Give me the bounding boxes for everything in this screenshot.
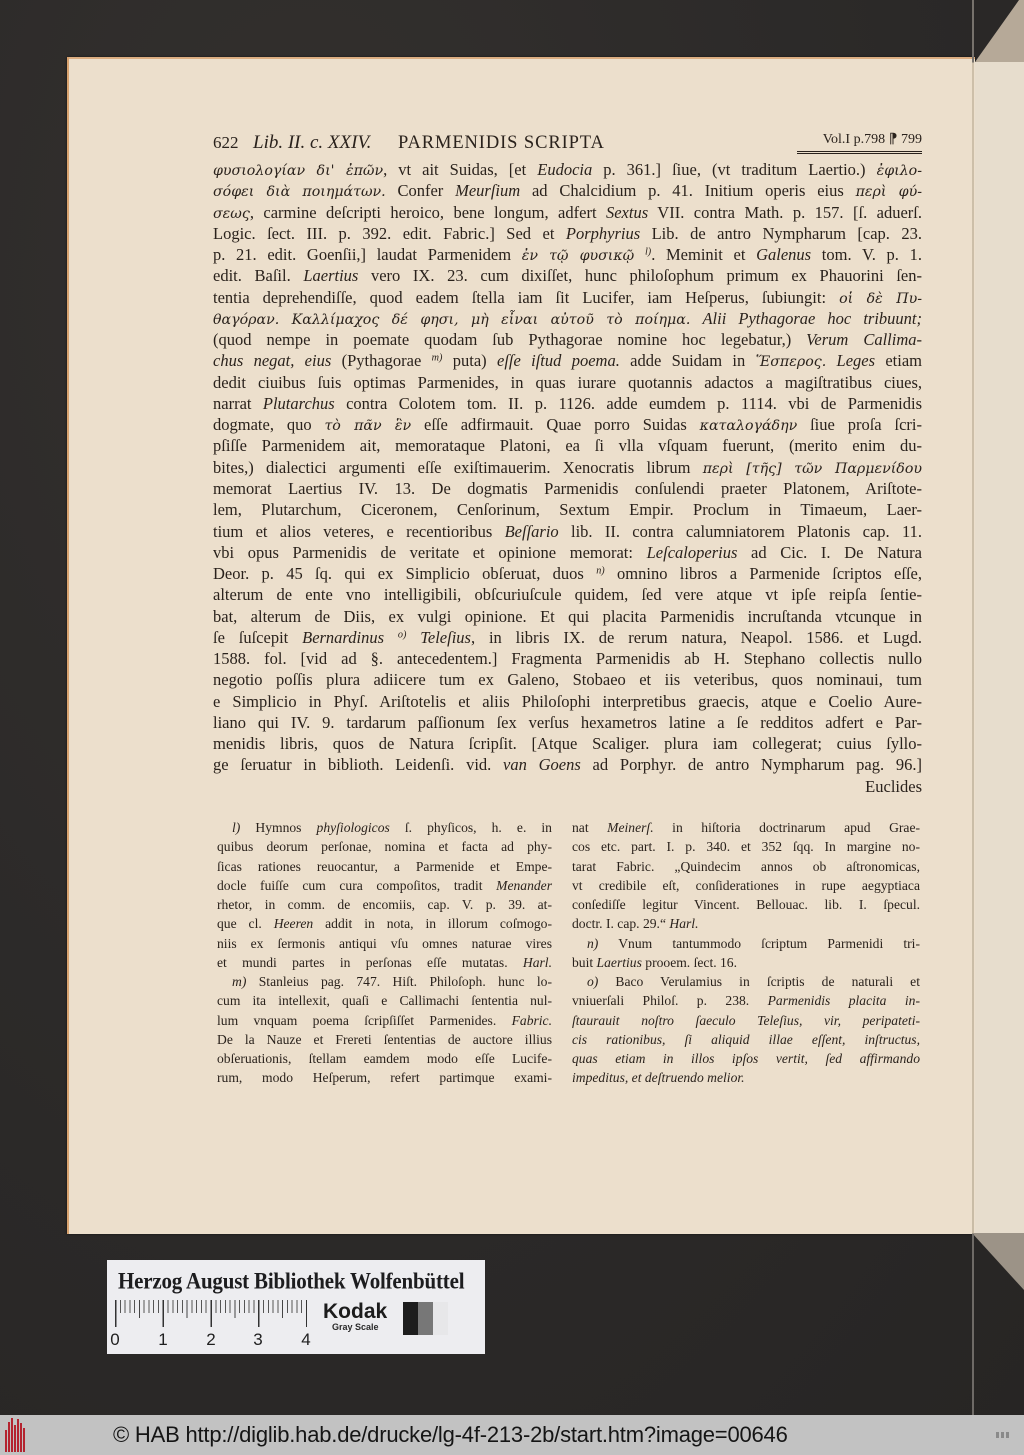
text-line (213, 457, 922, 478)
kodak-logo: Kodak (323, 1300, 388, 1323)
footnote-line (217, 1030, 552, 1049)
italic-text: Plutarchus (262, 393, 335, 413)
text-span: 1588. fol. [vid ad §. antecedentem.] Fragmenta Parmenidis ab H. Stephano collectis nullo (213, 649, 922, 669)
text-span: ad Porphyr. de antro Nympharum pag. 96.] (580, 755, 923, 775)
greek-text: καταλογάδην (699, 418, 798, 435)
text-line (213, 712, 922, 733)
footnote-line (572, 914, 920, 933)
italic-text: Meinerſ. (607, 820, 654, 835)
italic-text: Fabric. (511, 1012, 552, 1028)
text-span: nat (572, 820, 608, 835)
greek-text: ἐν τῷ φυσικῷ (521, 248, 635, 265)
text-span: ſicas rationes reuocantur, a Parmenide et Empe- (217, 858, 552, 874)
text-span: (quod nempe in poemate quodam ſub Pythagorae nomine hoc legebatur,) (213, 330, 807, 350)
viewer-marks-icon (996, 1432, 1012, 1438)
text-span: etiam (875, 351, 923, 371)
text-span: dogmate, quo (213, 415, 325, 435)
text-span: doctr. I. cap. 29.“ (572, 916, 670, 932)
text-line (213, 244, 922, 265)
text-span: cos etc. part. I. p. 340. et 352 ſqq. In margine no- (572, 839, 920, 855)
ruler-label: 0 (110, 1330, 120, 1349)
text-line (213, 350, 922, 371)
text-span (690, 309, 702, 328)
text-span: quibus deorum perſonae, nomina et facta ad phy- (217, 839, 552, 855)
text-span: tom. V. p. 1. (811, 245, 922, 265)
footnote-line (572, 1068, 920, 1087)
text-line (213, 414, 922, 435)
footnote-line (217, 876, 552, 895)
text-line (213, 563, 922, 584)
footnote-line (217, 1068, 552, 1087)
text-line (213, 606, 922, 627)
italic-text: Beſſario (504, 521, 559, 541)
text-span (826, 351, 836, 370)
text-span: VII. contra Math. p. 157. [ſ. aduerſ. (648, 202, 923, 222)
greek-text: σεως (213, 205, 250, 222)
text-span: vero IX. 23. cum dixiſſet, hunc philoſophum primum ex Phauorini ſen- (358, 266, 922, 286)
text-line (213, 159, 922, 180)
ruler-label: 2 (206, 1330, 216, 1349)
footnote-line (572, 972, 920, 991)
gray-swatch-mid (418, 1302, 433, 1335)
footer-bar (0, 1415, 1024, 1455)
text-span: p. 21. edit. Goenſii,] laudat Parmenidem (213, 245, 522, 265)
running-title: PARMENIDIS SCRIPTA (398, 133, 605, 153)
text-line (213, 372, 922, 393)
italic-text: quas etiam in illos ipſos vertit, ſed affirmando (572, 1051, 920, 1067)
gray-swatch-black (403, 1302, 418, 1335)
footnote-line (217, 953, 552, 972)
italic-text: Bernardinus (302, 627, 384, 647)
page-fold-line (972, 0, 974, 1415)
text-span: ſe ſuſcepit (213, 627, 303, 647)
text-span: que cl. (217, 916, 274, 932)
text-span: , in libris IX. de rerum natura, Neapol. 1586. et Lugd. (470, 627, 922, 647)
text-span: ge ſeruatur in biblioth. Leidenſi. vid. (213, 755, 504, 775)
running-section: Lib. II. c. XXIV. (253, 132, 372, 153)
text-span: Hymnos (240, 820, 317, 835)
text-line (213, 478, 922, 499)
greek-text: φυσιολογίαν δι' ἐπῶν (213, 163, 384, 179)
footnote-line (572, 876, 920, 895)
italic-text: Porphyrius (565, 223, 641, 243)
note-marker: m) (431, 352, 443, 364)
footnote-line (572, 953, 920, 972)
ruler-major-ticks (115, 1300, 307, 1327)
hab-logo-icon (5, 1418, 25, 1452)
text-span: Vnum tantummodo ſcriptum Parmenidi tri- (598, 935, 920, 951)
text-span: narrat (213, 393, 263, 413)
text-line (213, 265, 922, 286)
italic-text: Galenus (756, 245, 812, 265)
text-span: Logic. ſect. III. p. 392. edit. Fabric.] Sed et (213, 223, 566, 243)
text-span: ad Chalcidium p. 41. Initium operis eius (520, 181, 856, 201)
footnote-line (217, 837, 552, 856)
gray-scale-label: Gray Scale (332, 1322, 379, 1332)
text-span: vt credibile eſt, conſiderationes in rupe aegyptiaca (572, 877, 920, 893)
text-span: buit (572, 954, 597, 970)
italic-text: van Goens (503, 755, 581, 775)
footnote-line (572, 895, 920, 914)
text-span: rhetor, in comm. de encomiis, cap. V. p. 39. at- (217, 897, 552, 913)
text-line (213, 180, 922, 201)
greek-text: Ἕσπερος. (755, 354, 827, 371)
adjacent-page-strip (975, 62, 1024, 1234)
footnote-line (572, 1011, 920, 1030)
italic-text: phyſiologicos (316, 820, 390, 835)
gray-swatch-light (433, 1302, 448, 1335)
text-span: contra Colotem tom. II. p. 1126. adde eumdem p. 1114. vbi de Parmenidis (334, 393, 922, 413)
footnote-line (217, 972, 552, 991)
ruler-label: 4 (301, 1330, 311, 1349)
text-span: vniuerſali Philoſ. p. 238. (572, 993, 768, 1009)
italic-text: Harl. (669, 916, 699, 932)
text-line (213, 521, 922, 542)
footnote-line (217, 934, 552, 953)
text-span (406, 628, 420, 647)
italic-text: m) (232, 974, 247, 990)
text-span: addit in nota, in illorum coſmogo- (313, 916, 552, 932)
text-span: ſiue proſa ſcri- (797, 415, 922, 435)
text-span: obſeruationis, ſtellam eamdem modo eſſe Lucife- (217, 1051, 552, 1067)
italic-text: Sextus (605, 202, 649, 222)
italic-text: Harl. (522, 954, 552, 970)
italic-text: Teleſius (420, 627, 471, 647)
text-span (634, 245, 645, 264)
footnote-line (572, 857, 920, 876)
text-span: vbi opus Parmenidis de veritate et opinione memorat: (213, 542, 647, 562)
ruler-label: 3 (253, 1330, 263, 1349)
text-span: lem, Plutarchum, Ciceronem, Cenſorinum, Sextum Empir. Proclum in Timaeum, Laer- (213, 500, 922, 520)
note-marker: n) (596, 565, 605, 577)
text-line (213, 329, 922, 350)
text-line (213, 691, 922, 712)
text-span: dedit ciuibus ſuis optimas Parmenides, in quas iurare quotannis adactos a magiſtratibus ciues, (213, 372, 922, 392)
footnote-line (572, 991, 920, 1010)
italic-text: Parmenidis placita in- (767, 993, 920, 1009)
footnote-line (217, 895, 552, 914)
scale-card (107, 1260, 485, 1354)
footnote-line (217, 1011, 552, 1030)
footnotes-right-column (572, 818, 920, 1088)
text-span: menidis libris, quos de Natura ſcripſit. [Atque Scaliger. plura iam collegerat; cuius ſyllo- (213, 734, 922, 754)
text-span: conſediſſe legitur Vincent. Bellouac. lib. I. ſpecul. (572, 897, 920, 913)
text-span: p. 361.] ſiue, (vt traditum Laertio.) (592, 160, 877, 179)
text-line (213, 648, 922, 669)
italic-text: Leges (836, 351, 876, 371)
italic-text: Alii Pythagorae hoc tribuunt; (702, 308, 922, 328)
italic-text: impeditus, et deſtruendo melior. (572, 1070, 745, 1086)
text-span: niis ex ſermonis antiqui vſu omnes naturae vires (217, 935, 552, 951)
italic-text: Verum Callima- (806, 330, 922, 350)
text-span: puta) (442, 351, 497, 371)
text-span: Deor. p. 45 ſq. qui ex Simplicio obſeruat, duos (213, 564, 597, 584)
footnote-line (217, 1049, 552, 1068)
footnotes-left-column (217, 818, 552, 1088)
greek-text: θαγόραν. Καλλίμαχος δέ φησι, μὴ εἶναι αὐτοῦ τὸ ποίημα. (213, 311, 691, 328)
italic-text: l) (232, 820, 241, 835)
text-span: docle fuiſſe cum cura compoſitos, tradit (217, 877, 497, 893)
text-span: liano qui IV. 9. tardarum paſſionum ſex verſus hexametros latine a ſe redditos adfert e Par- (213, 712, 922, 732)
italic-text: chus negat, eius (213, 351, 332, 371)
text-span: Lib. de antro Nympharum [cap. 23. (640, 223, 922, 243)
text-line (213, 287, 922, 308)
footnote-line (572, 837, 920, 856)
text-span: Confer (385, 181, 456, 201)
text-span: bites,) dialectici argumenti eſſe exiſtimauerim. Xenocratis librum (213, 457, 703, 477)
italic-text: Laertius (596, 954, 642, 970)
note-marker: l) (644, 246, 652, 258)
text-line (213, 584, 922, 605)
italic-text: n) (587, 935, 599, 951)
institution-name: Herzog August Bibliothek Wolfenbüttel (118, 1267, 465, 1294)
text-span: , carmine deſcripti heroico, bene longum, adfert (249, 202, 606, 222)
text-span: (Pythagorae (331, 351, 432, 371)
text-span: Baco Verulamius in ſcriptis de naturali et (598, 974, 920, 990)
catchword: Euclides (865, 777, 922, 796)
italic-text: Eudocia (537, 160, 593, 179)
text-span: ad Cic. I. De Natura (737, 542, 922, 562)
text-span: in hiſtoria doctrinarum apud Grae- (653, 820, 921, 835)
text-span: edit. Baſil. (213, 266, 304, 286)
footnote-line (217, 818, 552, 837)
text-span: De la Nauze et Frereti ſententias de auctore illius (217, 1031, 552, 1047)
italic-text: Leſcaloperius (646, 542, 738, 562)
ruler-label: 1 (158, 1330, 168, 1349)
footnote-line (217, 914, 552, 933)
text-line (213, 754, 922, 775)
footnote-line (572, 1030, 920, 1049)
text-span: , vt ait Suidas, [et (383, 160, 538, 179)
italic-text: Menander (496, 877, 552, 893)
text-span: prooem. ſect. 16. (641, 954, 738, 970)
text-span: lib. II. contra calumniatorem Platonis cap. 11. (558, 521, 922, 541)
note-marker: o) (397, 629, 407, 641)
text-span: memorat Laertius IV. 13. De dogmatis Parmenidis conſulendi praeter Platonem, Ariſtote- (213, 478, 922, 498)
text-span: cum ita intellexit, quaſi e Callimachi ſententia nul- (217, 993, 552, 1009)
italic-text: eſſe iſtud poema. (497, 351, 620, 371)
text-span: eſſe adfirmauit. Quae porro Suidas (411, 415, 700, 435)
text-span: alterum de ente vno intelligibili, obſcuriuſcule quidem, ſed vere atque vt ipſe reipſa ſentie- (213, 585, 922, 605)
italic-text: cis rationibus, ſi aliquid illae eſſent, inſtructus, (572, 1031, 920, 1047)
greek-text: περὶ [τῆς] τῶν Παρμενίδου (702, 460, 922, 477)
main-text-block (213, 159, 922, 776)
text-line (213, 669, 922, 690)
ruler (115, 1300, 307, 1328)
text-span: e Simplicio in Phyſ. Ariſtotelis et aliis Philoſophi interpretibus graecis, atque e Coelio Aure- (213, 691, 922, 711)
text-span: Stanleius pag. 747. Hiſt. Philoſoph. hunc lo- (246, 974, 552, 990)
page-number: 622 (213, 133, 239, 152)
italic-text: ſtaurauit noſtro ſaeculo Teleſius, vir, peripateti- (572, 1012, 920, 1028)
text-span: ſ. phyſicos, h. e. in (389, 820, 552, 835)
footnote-line (572, 934, 920, 953)
italic-text: Laertius (303, 266, 359, 286)
text-line (213, 435, 922, 456)
text-line (213, 542, 922, 563)
text-span: rum, modo Heſperum, refert partimque exami- (217, 1070, 552, 1086)
text-span: bat, alterum de Diis, ex vulgi opinione. Et qui placita Parmenidis incruſtanda vtcunque in (213, 606, 922, 626)
footnote-line (217, 991, 552, 1010)
text-span: tium et alios veteres, e recentioribus (213, 521, 505, 541)
greek-text: περὶ φύ- (855, 184, 922, 201)
greek-text: οἱ δὲ Πυ- (839, 290, 922, 307)
text-line (213, 499, 922, 520)
italic-text: Meurſium (455, 181, 521, 201)
text-span: et mundi partes in perſonas eſſe mutatas. (217, 954, 523, 970)
greek-text: σόφει διὰ ποιημάτων. (213, 184, 386, 201)
footnote-line (572, 818, 920, 837)
text-span: lum vnquam poema ſcripſiſſet Parmenides. (217, 1012, 512, 1028)
italic-text: o) (587, 974, 599, 990)
text-span: pſiſſe Parmenidem ait, memorataque Platoni, ea ſi vlla vſquam fuerunt, (merito enim du- (213, 436, 922, 456)
text-line (213, 393, 922, 414)
text-line (213, 202, 922, 223)
text-span (384, 628, 398, 647)
text-line (213, 223, 922, 244)
text-span: omnino libros a Parmenide ſcriptos eſſe, (604, 564, 922, 584)
footnote-line (572, 1049, 920, 1068)
text-line (213, 733, 922, 754)
text-span: . Meminit et (651, 245, 757, 265)
text-span: tentia deprehendiſſe, quod eadem ſtella iam ſit Lucifer, iam Heſperus, ſubiungit: (213, 287, 840, 307)
italic-text: Heeren (273, 916, 314, 932)
copyright-url: © HAB http://diglib.hab.de/drucke/lg-4f-213-2b/start.htm?image=00646 (113, 1422, 788, 1447)
greek-text: ἐφιλο- (876, 163, 923, 179)
greek-text: τὸ πᾶν ἓν (324, 418, 412, 435)
text-span: adde Suidam in (619, 351, 756, 371)
volume-reference: Vol.I p.798 ⁋ 799 (797, 129, 922, 154)
text-span: negotio poſſis plura adiicere tum ex Galeno, Stobaeo et iis veteribus, quos nominaui, tum (213, 670, 922, 690)
footnote-line (217, 857, 552, 876)
text-line (213, 627, 922, 648)
text-line (213, 308, 922, 329)
text-span: tarat Fabric. „Quindecim annos ob aſtronomicas, (572, 858, 920, 874)
